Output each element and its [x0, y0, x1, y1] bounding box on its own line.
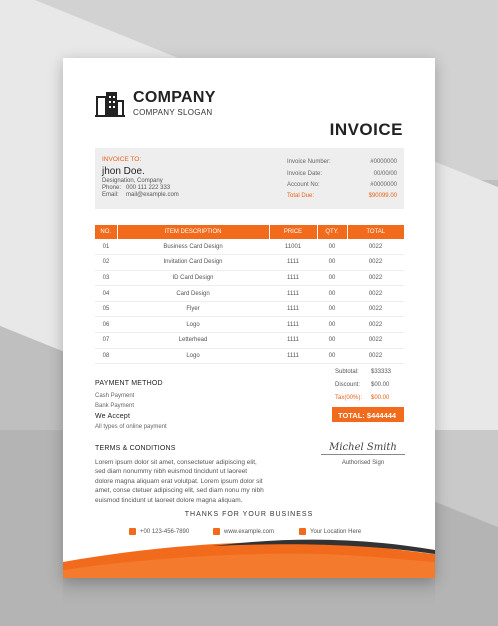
- footer-website: [213, 528, 274, 535]
- cell-qty: 00: [317, 301, 347, 317]
- cell-no: 07: [95, 333, 117, 349]
- payment-method-title: PAYMENT METHOD: [95, 380, 163, 387]
- terms-title: TERMS & CONDITIONS: [95, 445, 176, 452]
- col-header-no: NO.: [95, 225, 117, 239]
- meta-value: #0000000: [370, 182, 397, 188]
- signature: Michel Smith: [321, 442, 405, 455]
- table-row: [95, 270, 404, 286]
- cell-price: 1111: [269, 286, 317, 302]
- footer-phone-text: +00 123-456-7890: [140, 528, 190, 535]
- table-row: [95, 348, 404, 364]
- location-icon: [299, 528, 306, 535]
- client-name: jhon Doe.: [102, 166, 145, 177]
- thanks-message: THANKS FOR YOUR BUSINESS: [184, 511, 314, 518]
- total-label: TOTAL:: [338, 411, 365, 420]
- meta-value: #0000000: [370, 159, 397, 165]
- client-phone: 000 111 222 333: [126, 185, 171, 191]
- we-accept-text: All types of online payment: [95, 424, 167, 430]
- discount-label: Discount:: [335, 382, 361, 388]
- cell-total: 0022: [347, 255, 404, 271]
- cell-description: Flyer: [117, 301, 269, 317]
- cell-price: 1111: [269, 270, 317, 286]
- cell-description: Business Card Design: [117, 239, 269, 255]
- meta-invoice-date: [287, 171, 397, 177]
- col-header-description: ITEM DESCRIPTION: [117, 225, 269, 239]
- col-header-total: TOTAL: [347, 225, 404, 239]
- payment-method-bank: Bank Payment: [95, 403, 135, 409]
- cell-price: 11001: [269, 239, 317, 255]
- cell-description: Card Design: [117, 286, 269, 302]
- cell-qty: 00: [317, 255, 347, 271]
- total-box: [332, 407, 404, 422]
- company-name: COMPANY: [133, 89, 216, 106]
- cell-no: 04: [95, 286, 117, 302]
- cell-description: Logo: [117, 348, 269, 364]
- cell-price: 1111: [269, 255, 317, 271]
- footer-phone: [129, 528, 189, 535]
- table-row: [95, 301, 404, 317]
- meta-label: Total Due:: [287, 193, 315, 199]
- cell-description: Letterhead: [117, 333, 269, 349]
- footer-location-text: Your Location Here: [310, 528, 362, 535]
- cell-no: 05: [95, 301, 117, 317]
- total-value: $444444: [366, 411, 397, 420]
- cell-qty: 00: [317, 317, 347, 333]
- bill-to-label: INVOICE TO:: [102, 156, 142, 163]
- we-accept-title: We Accept: [95, 413, 131, 420]
- table-row: [95, 286, 404, 302]
- terms-text: Lorem ipsum dolor sit amet, consectetuer adipiscing elit, sed diam nonummy nibh euismod tincidunt ut laoreet dolore magna aliquam erat volutpat. Lorem ipsum dolor sit amet, conse ctetuer adipiscing elit, sed diam nonu my nibh euismod tincidunt ut laoreet dolore magna aliquam.: [95, 459, 264, 504]
- table-row: [95, 317, 404, 333]
- cell-total: 0022: [347, 270, 404, 286]
- cell-description: Logo: [117, 317, 269, 333]
- col-header-qty: QTY.: [317, 225, 347, 239]
- meta-invoice-number: [287, 159, 397, 165]
- meta-label: Invoice Date:: [287, 171, 323, 177]
- cell-total: 0022: [347, 348, 404, 364]
- footer-location: [299, 528, 361, 535]
- table-row: [95, 255, 404, 271]
- meta-value: 00/00/00: [373, 171, 397, 177]
- client-phone-row: [102, 185, 170, 191]
- table-row: [95, 239, 404, 255]
- client-designation: Designation, Company: [102, 178, 163, 184]
- cell-qty: 00: [317, 333, 347, 349]
- table-header-row: [95, 225, 404, 239]
- cell-total: 0022: [347, 333, 404, 349]
- email-label: Email:: [102, 192, 119, 198]
- table-row: [95, 333, 404, 349]
- cell-no: 01: [95, 239, 117, 255]
- phone-icon: [129, 528, 136, 535]
- phone-label: Phone:: [102, 185, 122, 191]
- cell-description: ID Card Design: [117, 270, 269, 286]
- footer-website-text: www.example.com: [224, 528, 275, 535]
- cell-qty: 00: [317, 286, 347, 302]
- building-icon: [95, 91, 125, 117]
- subtotal-value: $33333: [371, 369, 392, 375]
- page-shadow: [63, 578, 435, 608]
- tax-label: Tax(00%):: [335, 395, 363, 401]
- cell-total: 0022: [347, 317, 404, 333]
- globe-icon: [213, 528, 220, 535]
- cell-no: 06: [95, 317, 117, 333]
- cell-no: 02: [95, 255, 117, 271]
- cell-no: 03: [95, 270, 117, 286]
- cell-total: 0022: [347, 239, 404, 255]
- cell-price: 1111: [269, 301, 317, 317]
- meta-label: Invoice Number:: [287, 159, 331, 165]
- cell-qty: 00: [317, 239, 347, 255]
- cell-qty: 00: [317, 270, 347, 286]
- discount-value: $00.00: [371, 382, 390, 388]
- cell-price: 1111: [269, 317, 317, 333]
- meta-account-no: [287, 182, 397, 188]
- cell-price: 1111: [269, 348, 317, 364]
- meta-label: Account No:: [287, 182, 320, 188]
- client-email: mail@example.com: [126, 192, 179, 198]
- cell-qty: 00: [317, 348, 347, 364]
- items-table: [95, 225, 404, 364]
- company-slogan: COMPANY SLOGAN: [133, 108, 213, 117]
- cell-description: Invitation Card Design: [117, 255, 269, 271]
- payment-method-cash: Cash Payment: [95, 393, 135, 399]
- meta-value: $90099.00: [368, 193, 397, 199]
- invoice-page: [63, 58, 435, 578]
- authorised-sign-label: Authorised Sign: [341, 460, 385, 466]
- cell-total: 0022: [347, 301, 404, 317]
- footer-wave: [63, 536, 435, 578]
- bill-to-section: [95, 148, 404, 209]
- client-email-row: [102, 192, 179, 198]
- tax-value: $00.00: [371, 395, 390, 401]
- cell-no: 08: [95, 348, 117, 364]
- invoice-title: INVOICE: [329, 120, 403, 139]
- subtotal-label: Subtotal:: [335, 369, 359, 375]
- cell-total: 0022: [347, 286, 404, 302]
- cell-price: 1111: [269, 333, 317, 349]
- meta-total-due: [287, 193, 397, 199]
- col-header-price: PRICE: [269, 225, 317, 239]
